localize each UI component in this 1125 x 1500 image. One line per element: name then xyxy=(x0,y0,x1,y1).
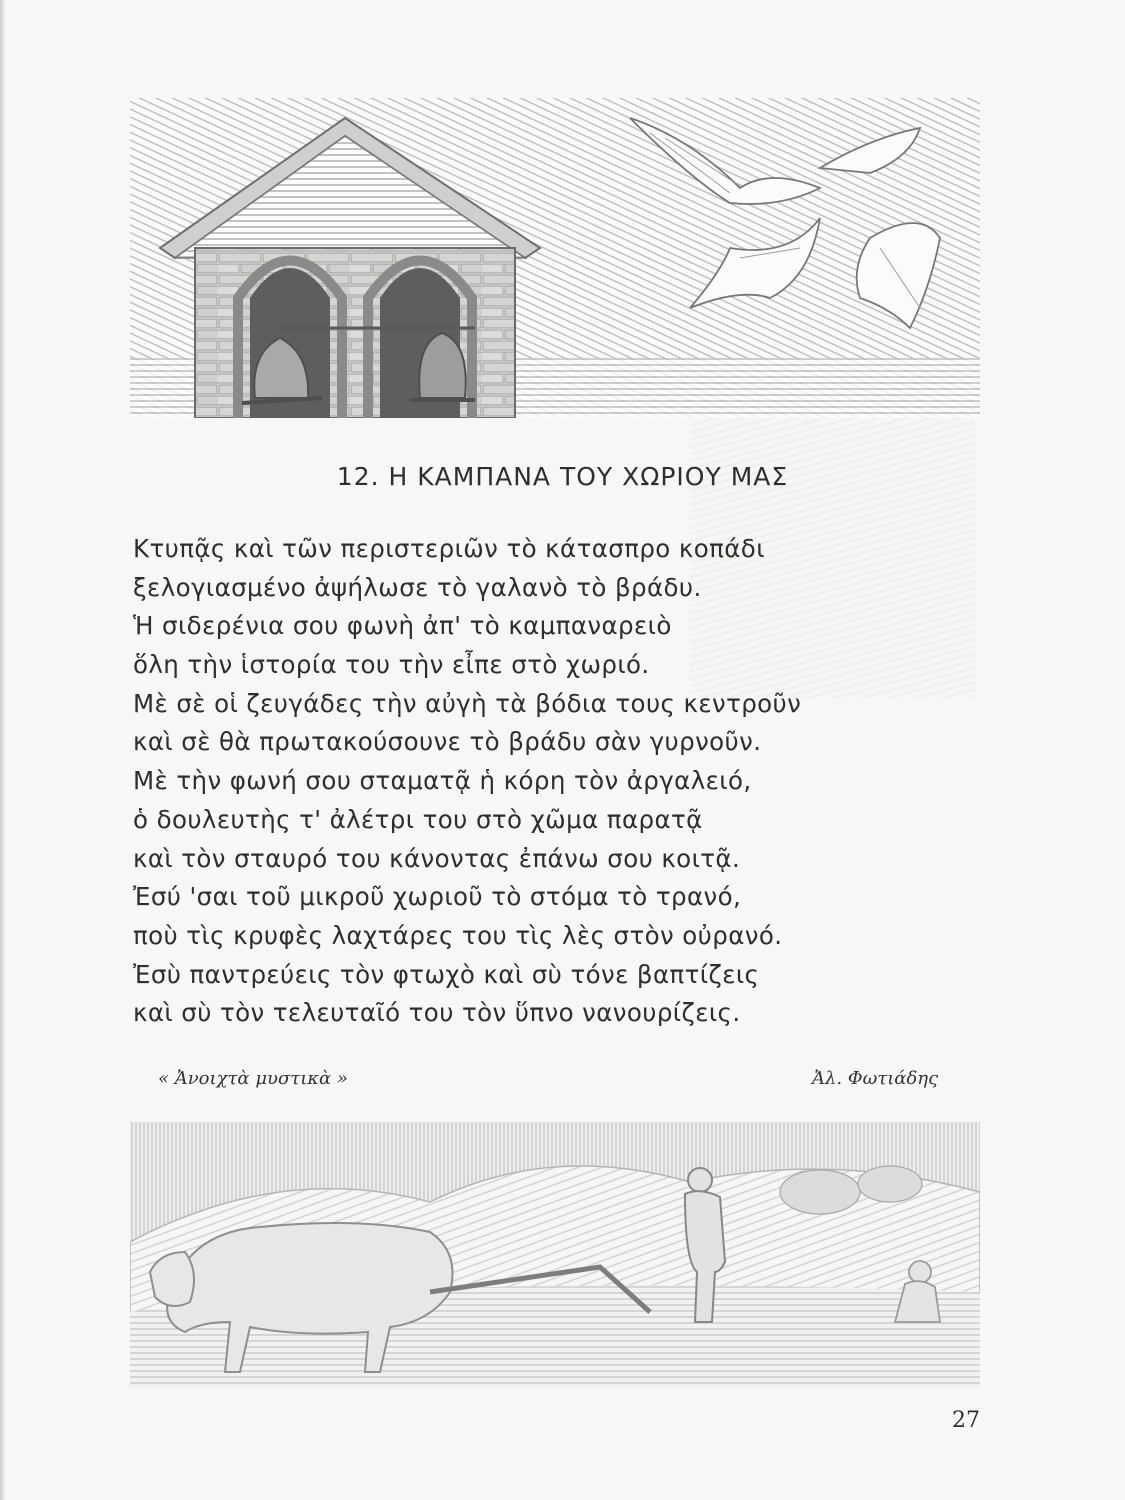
poem-source: « Ἀνοιχτὰ μυστικὰ » xyxy=(158,1068,348,1089)
poem-line: Κτυπᾷς καὶ τῶν περιστεριῶν τὸ κάτασπρο κοπάδι xyxy=(133,534,765,563)
poem-line: ποὺ τὶς κρυφὲς λαχτάρες του τὶς λὲς στὸν οὐρανό. xyxy=(133,920,783,950)
ploughing-illustration xyxy=(130,1122,980,1387)
poem-line: ξελογιασμένο ἀψήλωσε τὸ γαλανὸ τὸ βράδυ. xyxy=(133,572,702,602)
poem-line: Ἡ σιδερένια σου φωνὴ ἀπ' τὸ καμπαναρειὸ xyxy=(133,611,672,641)
poem-line: Μὲ σὲ οἱ ζευγάδες τὴν αὐγὴ τὰ βόδια τους κεντροῦν xyxy=(133,688,802,718)
bell-tower-illustration xyxy=(130,98,980,418)
poem xyxy=(133,530,973,1033)
poem-line: καὶ σὺ τὸν τελευταῖό του τὸν ὕπνο νανουρίζεις. xyxy=(133,998,741,1028)
poem-author: Ἀλ. Φωτιάδης xyxy=(812,1068,939,1089)
poem-line: ὅλη τὴν ἱστορία του τὴν εἶπε στὸ χωριό. xyxy=(133,650,650,680)
poem-line: ὁ δουλευτὴς τ' ἀλέτρι του στὸ χῶμα παρατᾷ xyxy=(133,804,703,834)
page-edge xyxy=(0,0,6,1500)
poem-line: καὶ τὸν σταυρό του κάνοντας ἐπάνω σου κοιτᾷ. xyxy=(133,843,741,873)
page-number: 27 xyxy=(952,1408,980,1433)
poem-line: καὶ σὲ θὰ πρωτακούσουνε τὸ βράδυ σὰν γυρνοῦν. xyxy=(133,727,762,757)
poem-line: Ἐσὺ παντρεύεις τὸν φτωχὸ καὶ σὺ τόνε βαπτίζεις xyxy=(133,959,760,989)
poem-line: Μὲ τὴν φωνή σου σταματᾷ ἡ κόρη τὸν ἀργαλειό, xyxy=(133,766,752,796)
page-title: 12. Η ΚΑΜΠΑΝΑ ΤΟΥ ΧΩΡΙΟΥ ΜΑΣ xyxy=(336,462,789,491)
poem-line: Ἐσύ 'σαι τοῦ μικροῦ χωριοῦ τὸ στόμα τὸ τρανό, xyxy=(133,882,742,912)
